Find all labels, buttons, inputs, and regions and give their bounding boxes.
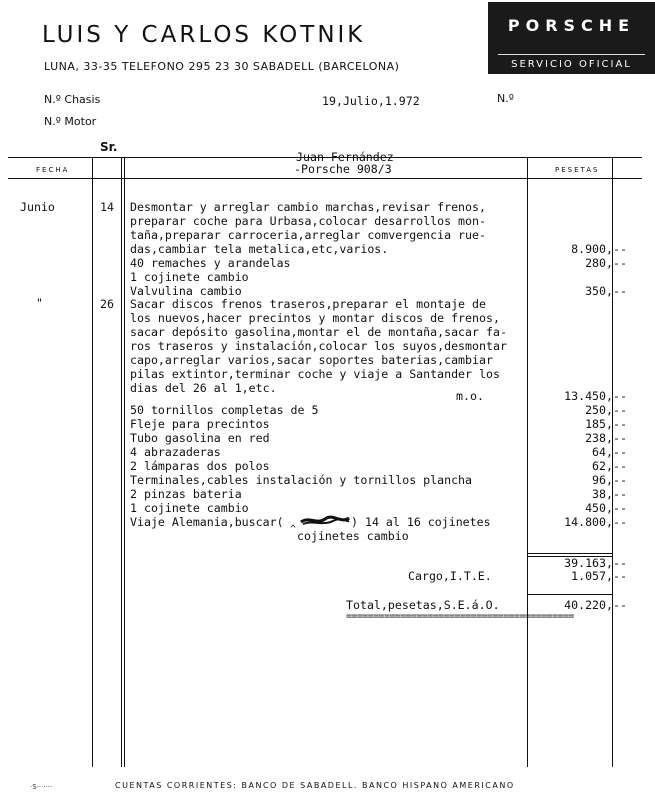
entry-line: pilas extintor,terminar coche y viaje a Santander los — [130, 367, 500, 381]
amount-dashes: -- — [613, 256, 627, 270]
entry-line: ros traseros y instalación,colocar los suyos,desmontar — [130, 339, 507, 353]
item-line: 40 remaches y arandelas — [130, 256, 291, 270]
amount-dashes: -- — [613, 389, 627, 403]
subtotal: 39.163, — [564, 556, 613, 570]
table-top-rule — [8, 157, 642, 158]
subtotal-rule — [527, 553, 612, 554]
amount-dashes: -- — [613, 417, 627, 431]
amount: 14.800, — [564, 515, 613, 529]
amount-dashes: -- — [613, 431, 627, 445]
item-line: 2 lámparas dos polos — [130, 459, 270, 473]
item-line: Fleje para precintos — [130, 417, 270, 431]
entry-line: preparar coche para Urbasa,colocar desarrollos mon- — [130, 214, 486, 228]
amount-dashes: -- — [613, 284, 627, 298]
footer-bank-accounts: CUENTAS CORRIENTES: BANCO DE SABADELL. BANCO HISPANO AMERICANO — [115, 781, 515, 790]
col-fecha: FECHA — [36, 166, 70, 174]
item-line: Viaje Alemania,buscar( — [130, 515, 284, 529]
motor-label: N.º Motor — [44, 115, 97, 128]
invoice-date: 19,Julio,1.972 — [322, 94, 420, 108]
corner-mark: ·S·· ···· — [30, 783, 53, 791]
amount: 250, — [585, 403, 613, 417]
entry-line: taña,preparar carroceria,arreglar comvergencia rue- — [130, 228, 486, 242]
chasis-label: N.º Chasis — [44, 93, 101, 106]
amount: 13.450, — [564, 389, 613, 403]
entry-day: 26 — [100, 297, 114, 311]
amount-dashes: -- — [613, 459, 627, 473]
amount: 280, — [585, 256, 613, 270]
total-label: Total,pesetas,S.E.á.O. — [346, 598, 500, 612]
amount: 38, — [592, 487, 613, 501]
item-line: 1 cojinete cambio — [130, 270, 249, 284]
amount-left-rule — [527, 157, 528, 767]
total-rule — [527, 594, 612, 595]
amount-dashes: -- — [613, 598, 627, 612]
double-rule: ========================================== — [346, 611, 574, 622]
amount-dashes: -- — [613, 473, 627, 487]
customer-name: Juan Fernández — [296, 150, 394, 164]
item-line: Valvulina cambio — [130, 284, 242, 298]
entry-day: 14 — [100, 200, 114, 214]
item-line: cojinetes cambio — [297, 529, 409, 543]
amount: 450, — [585, 501, 613, 515]
sr-label: Sr. — [100, 140, 118, 154]
table-header-rule — [8, 178, 642, 179]
amount-dashes: -- — [613, 445, 627, 459]
logo-brand: PORSCHE — [507, 16, 636, 35]
amount: 238, — [585, 431, 613, 445]
logo-divider — [498, 54, 645, 55]
amount: 96, — [592, 473, 613, 487]
item-line: 1 cojinete cambio — [130, 501, 249, 515]
porsche-logo — [488, 2, 655, 74]
cargo-amount: 1.057, — [571, 569, 613, 583]
amount-dashes: -- — [613, 569, 627, 583]
desc-left-rule-2 — [124, 157, 125, 767]
item-line: Tubo gasolina en red — [130, 431, 270, 445]
amount: 350, — [585, 284, 613, 298]
entry-line: sacar depósito gasolina,montar el de montaña,sacar fa- — [130, 325, 507, 339]
item-line: Terminales,cables instalación y tornillos plancha — [130, 473, 473, 487]
amount-dashes: -- — [613, 501, 627, 515]
amount-dashes: -- — [613, 487, 627, 501]
amount-dashes: -- — [613, 515, 627, 529]
entry-line: das,cambiar tela metalica,etc,varios. — [130, 242, 389, 256]
desc-left-rule — [121, 157, 122, 767]
item-line: 2 pinzas bateria — [130, 487, 242, 501]
company-name: LUIS Y CARLOS KOTNIK — [42, 22, 366, 48]
amount: 64, — [592, 445, 613, 459]
amount-dashes: -- — [613, 242, 627, 256]
entry-line: Sacar discos frenos traseros,preparar el montaje de — [130, 297, 486, 311]
col-pesetas: PESETAS — [555, 166, 600, 174]
company-address: LUNA, 33-35 TELEFONO 295 23 30 SABADELL (BARCELONA) — [44, 60, 400, 73]
amount: 185, — [585, 417, 613, 431]
item-line: 4 abrazaderas — [130, 445, 221, 459]
amount: 62, — [592, 459, 613, 473]
entry-line: Desmontar y arreglar cambio marchas,revisar frenos, — [130, 200, 486, 214]
entry-line: dias del 26 al 1,etc. — [130, 381, 277, 395]
entry-line: capo,arreglar varios,sacar soportes baterias,cambiar — [130, 353, 493, 367]
cargo-label: Cargo,I.T.E. — [408, 569, 492, 583]
caret-mark: ^ — [290, 524, 297, 535]
labor-label: m.o. — [456, 389, 484, 403]
date-divider — [92, 157, 93, 767]
total-amount: 40.220, — [564, 598, 613, 612]
entry-line: los nuevos,hacer precintos y montar discos de frenos, — [130, 311, 500, 325]
entry-month: " — [36, 296, 43, 310]
logo-service: SERVICIO OFICIAL — [511, 59, 632, 70]
amount: 8.900, — [571, 242, 613, 256]
amount-dashes: -- — [613, 556, 627, 570]
item-line: ) 14 al 16 cojinetes — [351, 515, 491, 529]
number-label: N.º — [497, 92, 514, 105]
vehicle: -Porsche 908/3 — [294, 162, 392, 176]
amount-dashes: -- — [613, 403, 627, 417]
crossed-out-word-scribble — [299, 512, 351, 528]
entry-month: Junio — [20, 200, 55, 214]
item-line: 50 tornillos completas de 5 — [130, 403, 319, 417]
